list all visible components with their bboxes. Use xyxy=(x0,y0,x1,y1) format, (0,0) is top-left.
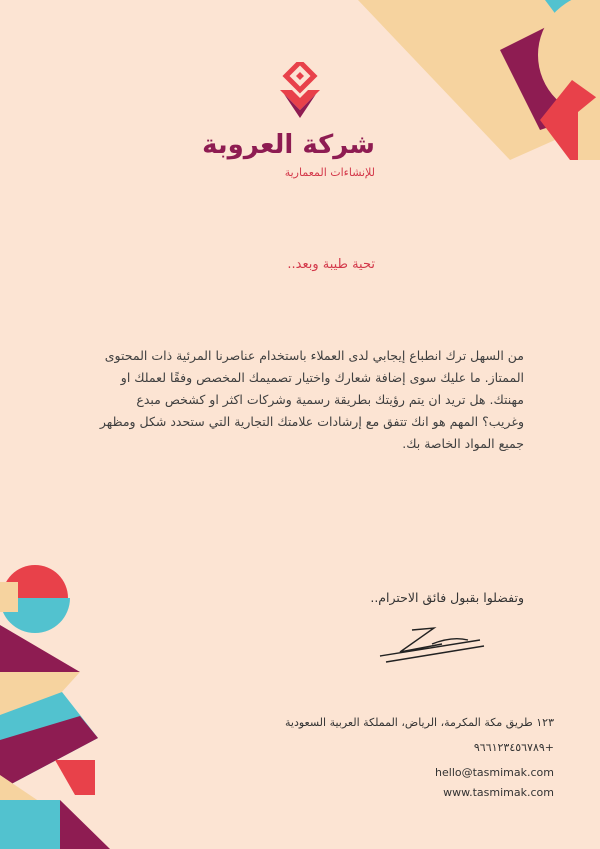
company-subtitle: للإنشاءات المعمارية xyxy=(284,166,375,179)
letter-greeting: تحية طيبة وبعد.. xyxy=(287,257,375,272)
signature-image xyxy=(372,618,492,668)
letter-body: من السهل ترك انطباع إيجابي لدى العملاء باستخدام عناصرنا المرئية ذات المحتوى الممتاز. ما عليك سوى إضافة شعارك واختيار تصميمك المخصص وفقًا لعملك او مهنتك. هل تريد ان يتم رؤيتك بطريقة رسمية وشركات اكثر او كشخص مبدع وغريب؟ المهم هو انك تتفق مع إرشادات علامتك التجارية التي ستحدد شكل ومظهر جميع المواد الخاصة بك. xyxy=(99,348,524,451)
letter-closing: وتفضلوا بقبول فائق الاحترام.. xyxy=(370,590,524,605)
bottom-left-shapes xyxy=(0,565,110,849)
company-logo-icon xyxy=(245,62,355,132)
top-right-shapes xyxy=(358,0,600,160)
contact-email[interactable]: hello@tasmimak.com xyxy=(435,766,554,779)
contact-website[interactable]: www.tasmimak.com xyxy=(443,786,554,799)
contact-phone: +٩٦٦١٢٣٤٥٦٧٨٩ xyxy=(473,741,554,754)
contact-address: ١٢٣ طريق مكة المكرمة، الرياض، المملكة العربية السعودية xyxy=(285,716,554,729)
company-name: شركة العروبة xyxy=(202,130,375,160)
